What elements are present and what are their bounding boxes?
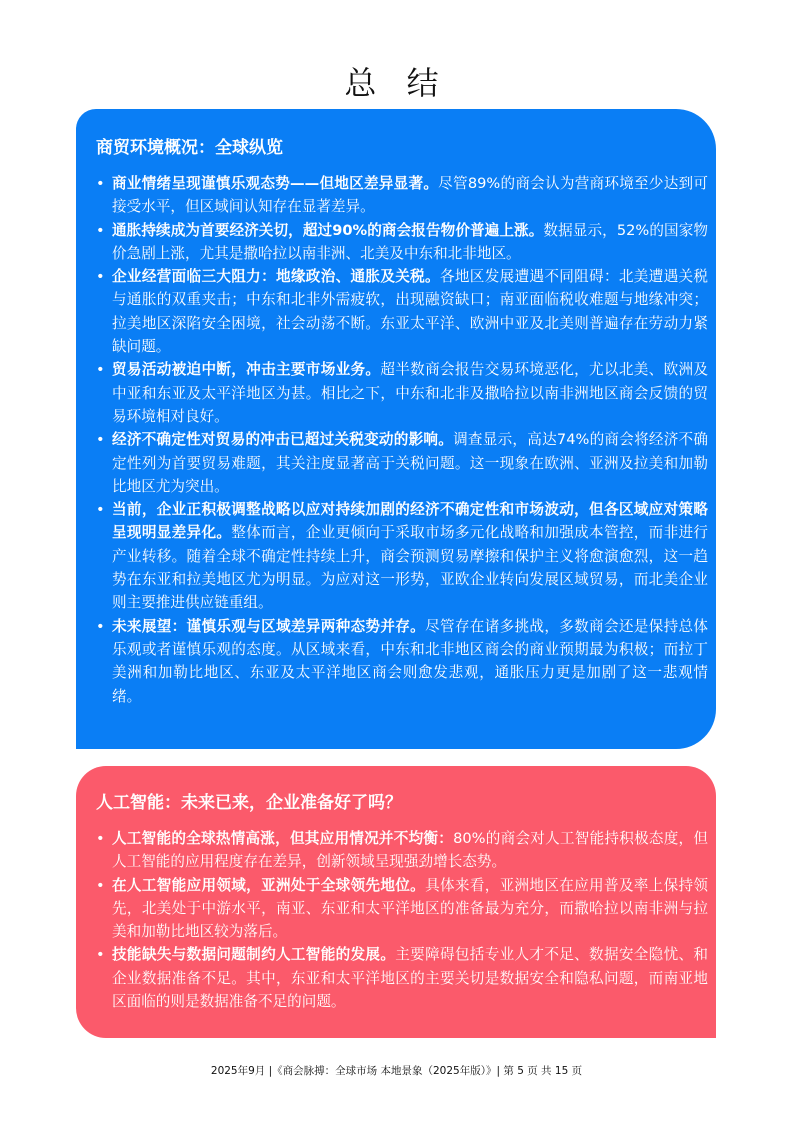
list-item xyxy=(96,498,708,614)
item-text: 尽管89%的商会认为营商环境至少达到可接受水平，但区域间认知存在显著差异。 xyxy=(112,175,708,216)
item-lead: 通胀持续成为首要经济关切，超过90%的商会报告物价普遍上涨。 xyxy=(112,221,544,239)
section-heading: 商贸环境概况：全球纵览 xyxy=(96,138,283,158)
section-heading: 人工智能：未来已来，企业准备好了吗？ xyxy=(96,793,402,813)
item-lead: 商业情绪呈现谨慎乐观态势——但地区差异显著。 xyxy=(112,175,439,192)
item-text: 数据显示，52%的国家物价急剧上涨，尤其是撒哈拉以南非洲、北美及中东和北非地区。 xyxy=(112,221,708,262)
item-lead: 技能缺失与数据问题制约人工智能的发展。 xyxy=(112,946,396,964)
item-text: 具体来看，亚洲地区在应用普及率上保持领先，北美处于中游水平，南亚、东亚和太平洋地区的准备最为充分，而撒哈拉以南非洲与拉美和加勒比地区较为落后。 xyxy=(112,876,708,941)
item-lead: 贸易活动被迫中断，冲击主要市场业务。 xyxy=(112,361,381,379)
item-text: 各地区发展遭遇不同阻碍：北美遭遇关税与通胀的双重夹击；中东和北非外需疲软，出现融资缺口；南亚面临税收难题与地缘冲突；拉美地区深陷安全困境，社会动荡不断。东亚太平洋、欧洲中亚及北美则普遍存在劳动力紧缺问题。 xyxy=(112,268,708,356)
list-item xyxy=(96,874,708,944)
item-text: 整体而言，企业更倾向于采取市场多元化战略和加强成本管控，而非进行产业转移。随着全球不确定性持续上升，商会预测贸易摩擦和保护主义将愈演愈烈，这一趋势在东亚和拉美地区尤为明显。为应对这一形势，亚欧企业转向发展区域贸易，而北美企业则主要推进供应链重组。 xyxy=(112,524,708,612)
item-lead: 企业经营面临三大阻力：地缘政治、通胀及关税。 xyxy=(112,268,440,286)
list-item xyxy=(96,172,708,219)
item-text: 主要障碍包括专业人才不足、数据安全隐忧、和企业数据准备不足。其中，东亚和太平洋地区的主要关切是数据安全和隐私问题，而南亚地区面临的则是数据准备不足的问题。 xyxy=(112,946,708,1011)
item-text: 80%的商会对人工智能持积极态度，但人工智能的应用程度存在差异，创新领域呈现强劲增长态势。 xyxy=(112,830,708,871)
item-text: 超半数商会报告交易环境恶化，尤以北美、欧洲及中亚和东亚及太平洋地区为甚。相比之下，中东和北非及撒哈拉以南非洲地区商会反馈的贸易环境相对良好。 xyxy=(112,361,708,425)
bullet-list xyxy=(96,172,708,708)
item-lead: 在人工智能应用领域，亚洲处于全球领先地位。 xyxy=(112,876,426,894)
item-lead: 人工智能的全球热情高涨，但其应用情况并不均衡： xyxy=(112,830,454,847)
item-text: 尽管存在诸多挑战，多数商会还是保持总体乐观或者谨慎乐观的态度。从区域来看，中东和北非地区商会的商业预期最为积极；而拉丁美洲和加勒比地区、东亚及太平洋地区商会则愈发悲观，通胀压力更是加剧了这一悲观情绪。 xyxy=(112,617,708,705)
page-footer: 2025年9月 |《商会脉搏：全球市场 本地景象（2025年版）》| 第 5 页 共 15 页 xyxy=(210,1065,583,1077)
list-item xyxy=(96,615,708,708)
list-item xyxy=(96,265,708,358)
list-item xyxy=(96,358,708,428)
bullet-list xyxy=(96,827,708,1013)
list-item xyxy=(96,827,708,874)
list-item xyxy=(96,943,708,1013)
ai-section xyxy=(76,766,716,1038)
item-lead: 未来展望：谨慎乐观与区域差异两种态势并存。 xyxy=(112,617,426,635)
item-lead: 当前，企业正积极调整战略以应对持续加剧的经济不确定性和市场波动，但各区域应对策略呈现明显差异化。 xyxy=(112,501,708,542)
page-title: 总 结 xyxy=(344,64,449,102)
list-item xyxy=(96,219,708,266)
item-lead: 经济不确定性对贸易的冲击已超过关税变动的影响。 xyxy=(112,431,454,449)
list-item xyxy=(96,428,708,498)
item-text: 调查显示，高达74%的商会将经济不确定性列为首要贸易难题，其关注度显著高于关税问题。这一现象在欧洲、亚洲及拉美和加勒比地区尤为突出。 xyxy=(112,431,708,495)
trade-environment-section xyxy=(76,109,716,749)
